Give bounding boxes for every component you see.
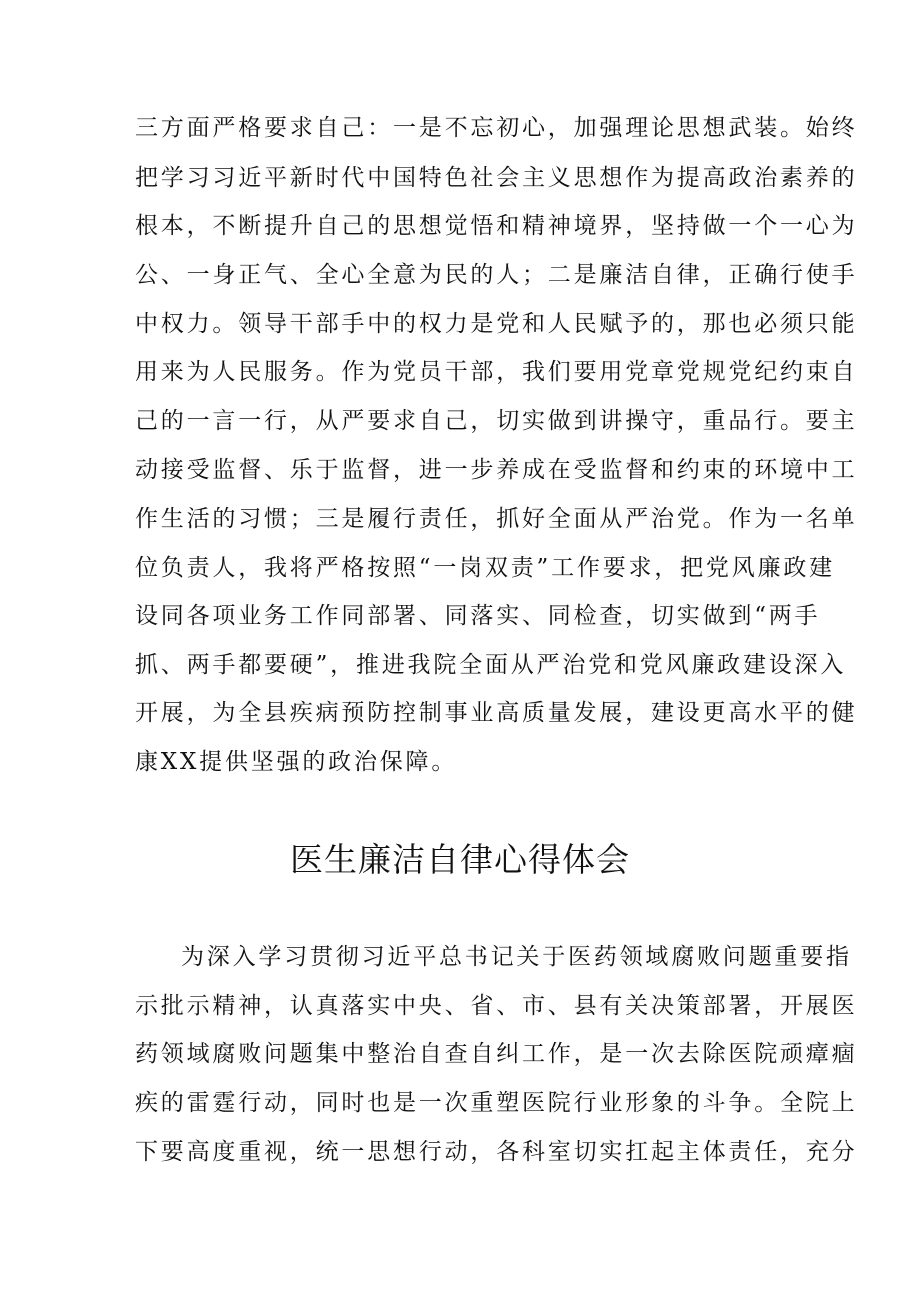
paragraph-line: 动接受监督、乐于监督，进一步养成在受监督和约束的环境中工 — [135, 457, 858, 483]
paragraph-line: 用来为人民服务。作为党员干部，我们要用党章党规党纪约束自 — [135, 359, 858, 385]
paragraph-line: 下要高度重视，统一思想行动，各科室切实扛起主体责任，充分 — [135, 1139, 858, 1165]
paragraph-line: 把学习习近平新时代中国特色社会主义思想作为提高政治素养的 — [135, 165, 858, 191]
paragraph-line: 康XX提供坚强的政治保障。 — [135, 749, 458, 775]
paragraph-line: 药领域腐败问题集中整治自查自纠工作，是一次去除医院顽瘴痼 — [135, 1041, 858, 1067]
paragraph-line: 示批示精神，认真落实中央、省、市、县有关决策部署，开展医 — [135, 993, 858, 1019]
paragraph-line: 公、一身正气、全心全意为民的人；二是廉洁自律，正确行使手 — [135, 262, 858, 288]
paragraph-line: 三方面严格要求自己：一是不忘初心，加强理论思想武装。始终 — [135, 115, 858, 141]
paragraph-line: 根本，不断提升自己的思想觉悟和精神境界，坚持做一个一心为 — [135, 213, 858, 239]
paragraph-line: 为深入学习贯彻习近平总书记关于医药领域腐败问题重要指 — [181, 944, 852, 970]
paragraph-line: 位负责人，我将严格按照“一岗双责”工作要求，把党风廉政建 — [135, 555, 835, 581]
document-title: 医生廉洁自律心得体会 — [290, 840, 630, 879]
paragraph-line: 抓、两手都要硬”，推进我院全面从严治党和党风廉政建设深入 — [135, 652, 847, 678]
paragraph-line: 疾的雷霆行动，同时也是一次重塑医院行业形象的斗争。全院上 — [135, 1090, 858, 1116]
paragraph-line: 设同各项业务工作同部署、同落实、同检查，切实做到“两手 — [135, 603, 821, 629]
paragraph-line: 开展，为全县疾病预防控制事业高质量发展，建设更高水平的健 — [135, 700, 858, 726]
paragraph-line: 己的一言一行，从严要求自己，切实做到讲操守，重品行。要主 — [135, 408, 858, 434]
paragraph-line: 中权力。领导干部手中的权力是党和人民赋予的，那也必须只能 — [135, 311, 858, 337]
paragraph-line: 作生活的习惯；三是履行责任，抓好全面从严治党。作为一名单 — [135, 506, 858, 532]
